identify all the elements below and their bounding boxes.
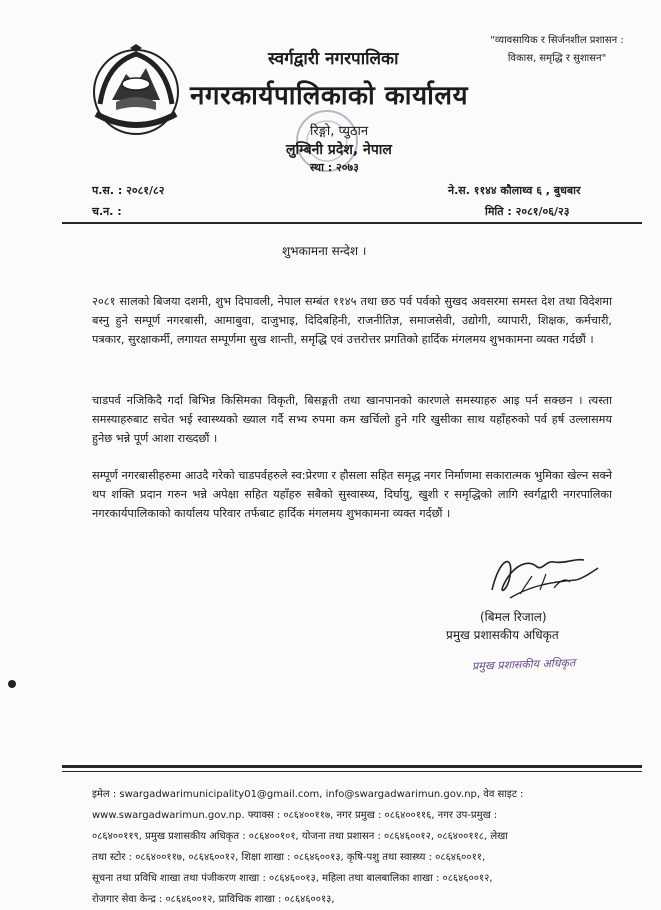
signer-name: (बिमल रिजाल) — [480, 610, 547, 624]
address-line-2: लुम्बिनी प्रदेश, नेपाल — [286, 142, 392, 158]
footer-line-3: ०८६४००११९, प्रमुख प्रशासकीय अधिकृत : ०८६४००१०१, योजना तथा प्रशासन : ०८६४६००१२, ०८६४००११८, लेखा — [92, 831, 508, 842]
office-name: नगरकार्यपालिकाको कार्यालय — [190, 81, 469, 111]
footer-rule-top — [62, 765, 642, 768]
municipality-name: स्वर्गद्वारी नगरपालिका — [268, 49, 399, 69]
footer-line-2: www.swargadwarimun.gov.np. फ्याक्स : ०८६४००११७, नगर प्रमुख : ०८६४००११६, नगर उप-प्रमुख : — [92, 810, 498, 821]
date-line — [485, 204, 569, 219]
established-year: स्था : २०७३ — [310, 161, 359, 174]
paragraph-3: सम्पूर्ण नगरबासीहरुमा आउदै गरेको चाडपर्वहरुले स्व:प्रेरणा र हौसला सहित समृद्ध नगर निर्माणमा सकारात्मक भुमिका खेल्न सक्ने थप शक्ति प्रदान गरुन भन्ने अपेक्षा सहित यहाँहरु सबैको सुस्वास्थ्य, दिर्घायु, खुशी र समृद्धिको लागि स्वर्गद्वारी नगरपालिका नगरकार्यपालिकाको कार्यालय परिवार तर्फबाट हार्दिक मंगलमय शुभकामना व्यक्त गर्दछौं । — [92, 469, 612, 520]
chalani-number: च.न. : — [92, 205, 122, 218]
ps-value: २०८१/८२ — [126, 184, 165, 197]
paragraph-1: २०८१ सालको बिजया दशमी, शुभ दिपावली, नेपाल सम्बंत ११४५ तथा छठ पर्व पर्वको सुखद अवसरमा समस्त देश तथा विदेशमा बस्नु हुने सम्पूर्ण नगरबासी, आमाबुवा, दाजुभाइ, दिदिबहिनी, राजनीतिज्ञ, समाजसेवी, उद्योगी, व्यापारी, शिक्षक, कर्मचारी, पत्रकार, सुरक्षाकर्मी, लगायत सम्पूर्णमा सुख शान्ती, समृद्धि एवं उत्तरोत्तर प्रगतिको हार्दिक मंगलमय शुभकामना व्यक्त गर्दछौं । — [92, 295, 612, 346]
tagline-line2: विकास, समृद्धि र सुशासन" — [507, 53, 607, 64]
nepal-sambat-date: ने.स. ११४४ कौलाथ्व ६ , बुधबार — [448, 184, 581, 197]
header-rule — [62, 222, 642, 224]
subject-heading: शुभकामना सन्देश । — [282, 244, 367, 258]
footer-contacts — [92, 784, 616, 910]
ps-label: प.स. — [92, 184, 115, 197]
address-line-1: रिङ्गो, प्युठान — [310, 124, 369, 139]
footer-line-5: सूचना तथा प्रविधि शाखा तथा पंजीकरण शाखा : ०८६४६००१३, महिला तथा बालबालिका शाखा : ०८६४६००१२, — [92, 873, 493, 884]
signer-title: प्रमुख प्रशासकीय अधिकृत — [446, 628, 559, 642]
footer-line-4: तथा स्टोर : ०८६४००११७, ०८६४६००१२, शिक्षा शाखा : ०८६४६००१३, कृषि-पशु तथा स्वास्थ्य : ०८६४६००११, — [92, 852, 486, 863]
designation-stamp: प्रमुख प्रशासकीय अधिकृत — [471, 656, 576, 673]
handwritten-signature — [480, 546, 605, 608]
nepal-emblem-icon — [86, 44, 186, 138]
paragraph-2: चाडपर्व नजिकिदै गर्दा बिभिन्न किसिमका विकृती, बिसङ्गती तथा खानपानको कारणले समस्याहरु आइ पर्न सक्छन । त्यस्ता समस्याहरुबाट सचेत भई स्वास्थ्यको ख्याल गर्दै सभ्य रुपमा कम खर्चिलो हुने गरि खुसीका साथ यहाँहरुको पर्व हर्ष उल्लासमय हुनेछ भन्ने पूर्ण आशा राख्दछौं । — [92, 394, 612, 445]
footer-line-6: रोजगार सेवा केन्द्र : ०८६४६००१२, प्राविधिक शाखा : ०८६४६००१३, — [92, 894, 335, 905]
footer-line-1: इमेल : swargadwarimunicipality01@gmail.com, info@swargadwarimun.gov.np, वेव साइट : — [92, 789, 524, 800]
cn-label: च.न. — [92, 205, 114, 218]
scan-speck — [8, 680, 16, 688]
tagline — [472, 32, 642, 68]
tagline-line1: "व्यावसायिक र सिर्जनशील प्रशासन : — [490, 35, 624, 46]
footer-rule-bottom — [62, 771, 642, 772]
date-label: मिति : — [485, 205, 512, 218]
date-value: २०८१/०६/२३ — [515, 205, 570, 218]
patra-sankhya: प.स. : २०८१/८२ — [92, 184, 165, 197]
